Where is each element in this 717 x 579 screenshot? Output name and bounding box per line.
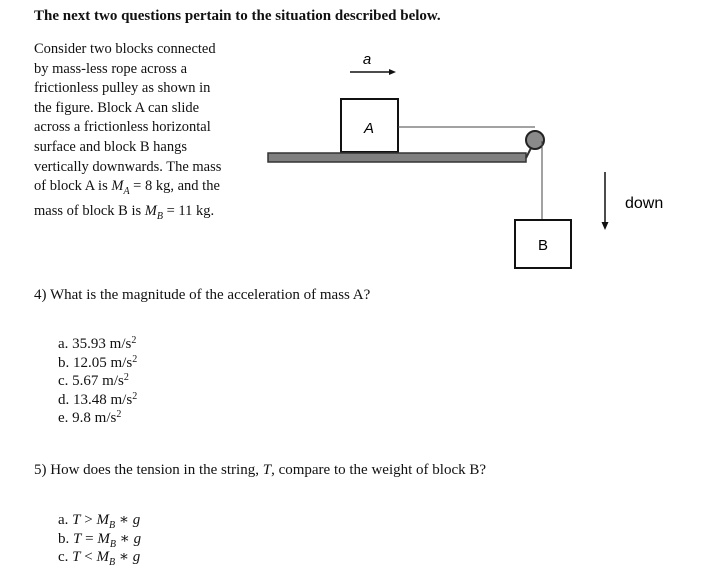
q4-option-e: e. 9.8 $m/s^2$ bbox=[58, 409, 122, 427]
down-arrowhead bbox=[602, 222, 609, 230]
question-5: 5) How does the tension in the string, T, compare to the weight of block B? bbox=[34, 462, 487, 478]
intro-line: Consider two blocks connected bbox=[34, 41, 216, 57]
q5-option-b: b. $T = M_B$ ∗ g bbox=[58, 530, 142, 550]
problem-description bbox=[34, 40, 264, 226]
q5-option-a: a. $T > M_B$ ∗ g bbox=[58, 512, 141, 531]
intro-line-mass-b bbox=[34, 202, 264, 226]
block-a-label: A bbox=[363, 120, 375, 137]
mass-a-value: = 8 kg, and the bbox=[129, 178, 220, 195]
block-b-label: B bbox=[537, 237, 549, 254]
q5-option-c: c. $T < M_B$ ∗ g bbox=[58, 549, 141, 569]
mass-b-symbol: $M_B$ bbox=[144, 202, 163, 222]
table-surface bbox=[268, 153, 526, 162]
intro-line: vertically downwards. The mass bbox=[34, 158, 222, 175]
pulley bbox=[526, 131, 544, 149]
question-5-options bbox=[58, 511, 141, 567]
intro-line-mass-a bbox=[34, 177, 264, 201]
question-4-options bbox=[58, 335, 137, 428]
intro-text: mass of block B is bbox=[34, 202, 145, 219]
intro-line: the figure. Block A can slide bbox=[34, 99, 200, 116]
tension-symbol: T bbox=[262, 462, 272, 478]
pulley-figure bbox=[250, 40, 717, 280]
q4-option-c: c. 5.67 $m/s^2$ bbox=[58, 372, 129, 390]
intro-line: surface and block B hangs bbox=[34, 138, 188, 155]
down-label: down bbox=[625, 195, 664, 212]
question-4: 4) What is the magnitude of the acceleration of mass A? bbox=[34, 287, 371, 303]
q4-option-d: d. 13.48 $m/s^2$ bbox=[58, 390, 138, 408]
intro-line: across a frictionless horizontal bbox=[34, 119, 211, 136]
q4-option-a: a. 35.93 $m/s^2$ bbox=[58, 335, 137, 352]
mass-a-symbol: $M_A$ bbox=[111, 178, 130, 198]
intro-line: frictionless pulley as shown in bbox=[34, 80, 211, 97]
mass-b-value: = 11 kg. bbox=[162, 202, 215, 219]
intro-text: of block A is bbox=[34, 178, 112, 195]
acceleration-arrowhead bbox=[389, 69, 396, 75]
section-heading: The next two questions pertain to the situation described below. bbox=[34, 8, 441, 24]
intro-line: by mass-less rope across a bbox=[34, 60, 188, 77]
acceleration-label: a bbox=[362, 51, 372, 68]
q4-option-b: b. 12.05 $m/s^2$ bbox=[58, 353, 138, 371]
